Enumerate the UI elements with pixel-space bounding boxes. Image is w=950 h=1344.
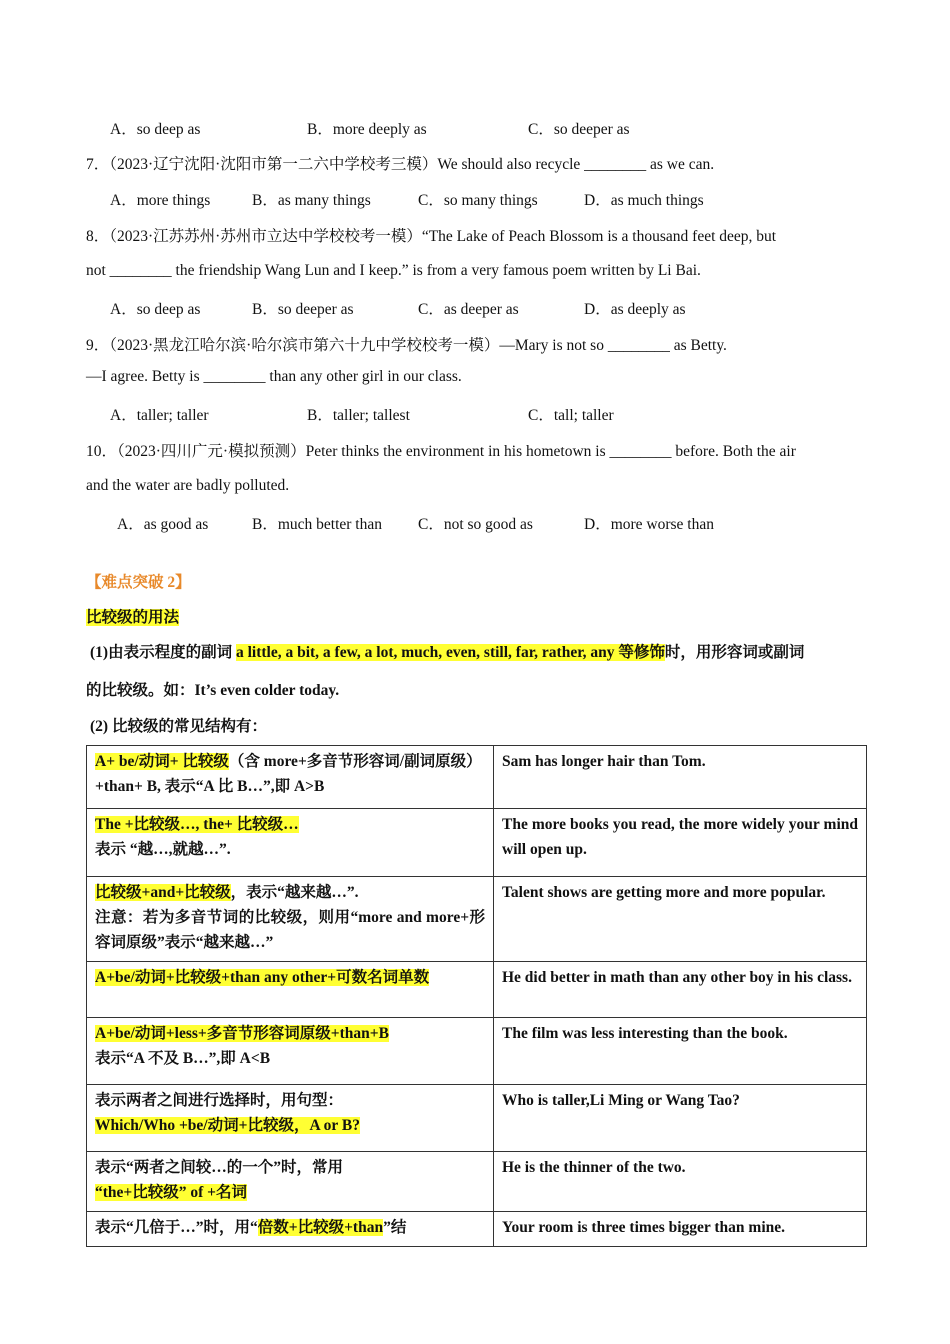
structure-text-end: ”结 (383, 1219, 407, 1236)
example-cell: The more books you read, the more widely your mind will open up. (494, 809, 867, 877)
q8-stem-line1: 8．（2023·江苏苏州·苏州市立达中学校校考一模）“The Lake of Peach Blossom is a thousand feet deep, but (86, 228, 777, 245)
example-cell: Who is taller,Li Ming or Wang Tao? (494, 1085, 867, 1152)
example-cell: He is the thinner of the two. (494, 1152, 867, 1212)
table-row (87, 809, 867, 877)
example-cell: Your room is three times bigger than mine. (494, 1212, 867, 1247)
q7-option-d[interactable]: D．as much things (584, 192, 704, 209)
structure-text: 表示两者之间进行选择时，用句型： (95, 1092, 344, 1109)
example-cell: Talent shows are getting more and more popular. (494, 877, 867, 962)
example-cell: Sam has longer hair than Tom. (494, 746, 867, 809)
table-row (87, 962, 867, 1018)
structure-text: 表示“两者之间较…的一个”时，常用 (95, 1159, 344, 1176)
example-cell: He did better in math than any other boy in his class. (494, 962, 867, 1018)
table-row (87, 1152, 867, 1212)
q10-stem-line2: and the water are badly polluted. (86, 477, 290, 494)
structure-cell (87, 1018, 494, 1085)
structure-text: 表示 “越…,就越…”. (95, 841, 231, 858)
rule-1-line1 (90, 640, 804, 662)
structure-highlight: The +比较级…, the+ 比较级… (95, 816, 299, 833)
q8-option-d[interactable]: D．as deeply as (584, 301, 686, 318)
section-title: 【难点突破 2】 (86, 574, 191, 591)
structure-highlight: Which/Who +be/动词+比较级，A or B? (95, 1117, 360, 1134)
q10-option-c[interactable]: C．not so good as (418, 516, 533, 533)
q10-option-b[interactable]: B．much better than (252, 516, 382, 533)
q7-stem: 7．（2023·辽宁沈阳·沈阳市第一二六中学校考三模）We should also recycle ________ as we can. (86, 156, 715, 173)
rule-1-suffix: 时，用形容词或副词 (664, 644, 805, 661)
structure-cell (87, 1152, 494, 1212)
table-row (87, 1212, 867, 1247)
structure-text: （含 more+多音节形容词/副词原级）+than+ B, 表示“A 比 B…”,即 A>B (95, 753, 482, 795)
table-row (87, 1018, 867, 1085)
structure-cell (87, 1085, 494, 1152)
rule-1-adverbs: a little, a bit, a few, a lot, much, even, still, far, rather, any 等修饰 (235, 644, 665, 661)
rule-1-line2: 的比较级。如：It’s even colder today. (86, 682, 340, 699)
structure-highlight: “the+比较级” of +名词 (95, 1184, 247, 1201)
structure-text: ，表示“越来越…”. (230, 884, 359, 901)
q6-option-c[interactable]: C．so deeper as (528, 121, 630, 138)
q6-option-b[interactable]: B．more deeply as (307, 121, 427, 138)
structure-highlight: A+be/动词+less+多音节形容词原级+than+B (95, 1025, 389, 1042)
structure-cell (87, 746, 494, 809)
table-row (87, 877, 867, 962)
q7-option-b[interactable]: B．as many things (252, 192, 371, 209)
q8-stem-line2: not ________ the friendship Wang Lun and I keep.” is from a very famous poem written by Li Bai. (86, 262, 701, 279)
q6-option-a[interactable]: A．so deep as (110, 121, 201, 138)
q9-option-b[interactable]: B．taller; tallest (307, 407, 410, 424)
section-subtitle (86, 605, 179, 627)
section-subtitle-text: 比较级的用法 (86, 609, 180, 626)
structure-cell (87, 962, 494, 1018)
structure-note: 注意：若为多音节词的比较级，则用“more and more+形容词原级”表示“越来越…” (95, 909, 485, 951)
q10-option-d[interactable]: D．more worse than (584, 516, 714, 533)
structure-cell (87, 877, 494, 962)
q8-option-a[interactable]: A．so deep as (110, 301, 201, 318)
table-row (87, 746, 867, 809)
q9-stem-line1: 9．（2023·黑龙江哈尔滨·哈尔滨市第六十九中学校校考一模）—Mary is not so ________ as Betty. (86, 337, 727, 354)
q10-option-a[interactable]: A．as good as (117, 516, 209, 533)
structure-cell (87, 809, 494, 877)
example-cell: The film was less interesting than the book. (494, 1018, 867, 1085)
q8-option-b[interactable]: B．so deeper as (252, 301, 354, 318)
structure-text: 表示“几倍于…”时，用“ (95, 1219, 258, 1236)
table-row (87, 1085, 867, 1152)
q7-option-a[interactable]: A．more things (110, 192, 211, 209)
q9-stem-line2: —I agree. Betty is ________ than any other girl in our class. (86, 368, 462, 385)
structure-highlight: 倍数+比较级+than (257, 1219, 384, 1236)
q9-option-c[interactable]: C．tall; taller (528, 407, 614, 424)
structure-highlight: A+be/动词+比较级+than any other+可数名词单数 (95, 969, 430, 986)
q10-stem-line1: 10．（2023·四川广元·模拟预测）Peter thinks the environment in his hometown is ________ before. Both the air (86, 443, 796, 460)
structure-cell (87, 1212, 494, 1247)
q8-option-c[interactable]: C．as deeper as (418, 301, 519, 318)
q9-option-a[interactable]: A．taller; taller (110, 407, 209, 424)
structure-highlight: A+ be/动词+ 比较级 (95, 753, 229, 770)
rule-2-intro: (2) 比较级的常见结构有： (90, 718, 267, 735)
structure-highlight: 比较级+and+比较级 (95, 884, 231, 901)
comparative-structures-table (86, 745, 867, 1247)
q7-option-c[interactable]: C．so many things (418, 192, 538, 209)
structure-text: 表示“A 不及 B…”,即 A<B (95, 1050, 271, 1067)
rule-1-prefix: (1)由表示程度的副词 (90, 644, 236, 661)
